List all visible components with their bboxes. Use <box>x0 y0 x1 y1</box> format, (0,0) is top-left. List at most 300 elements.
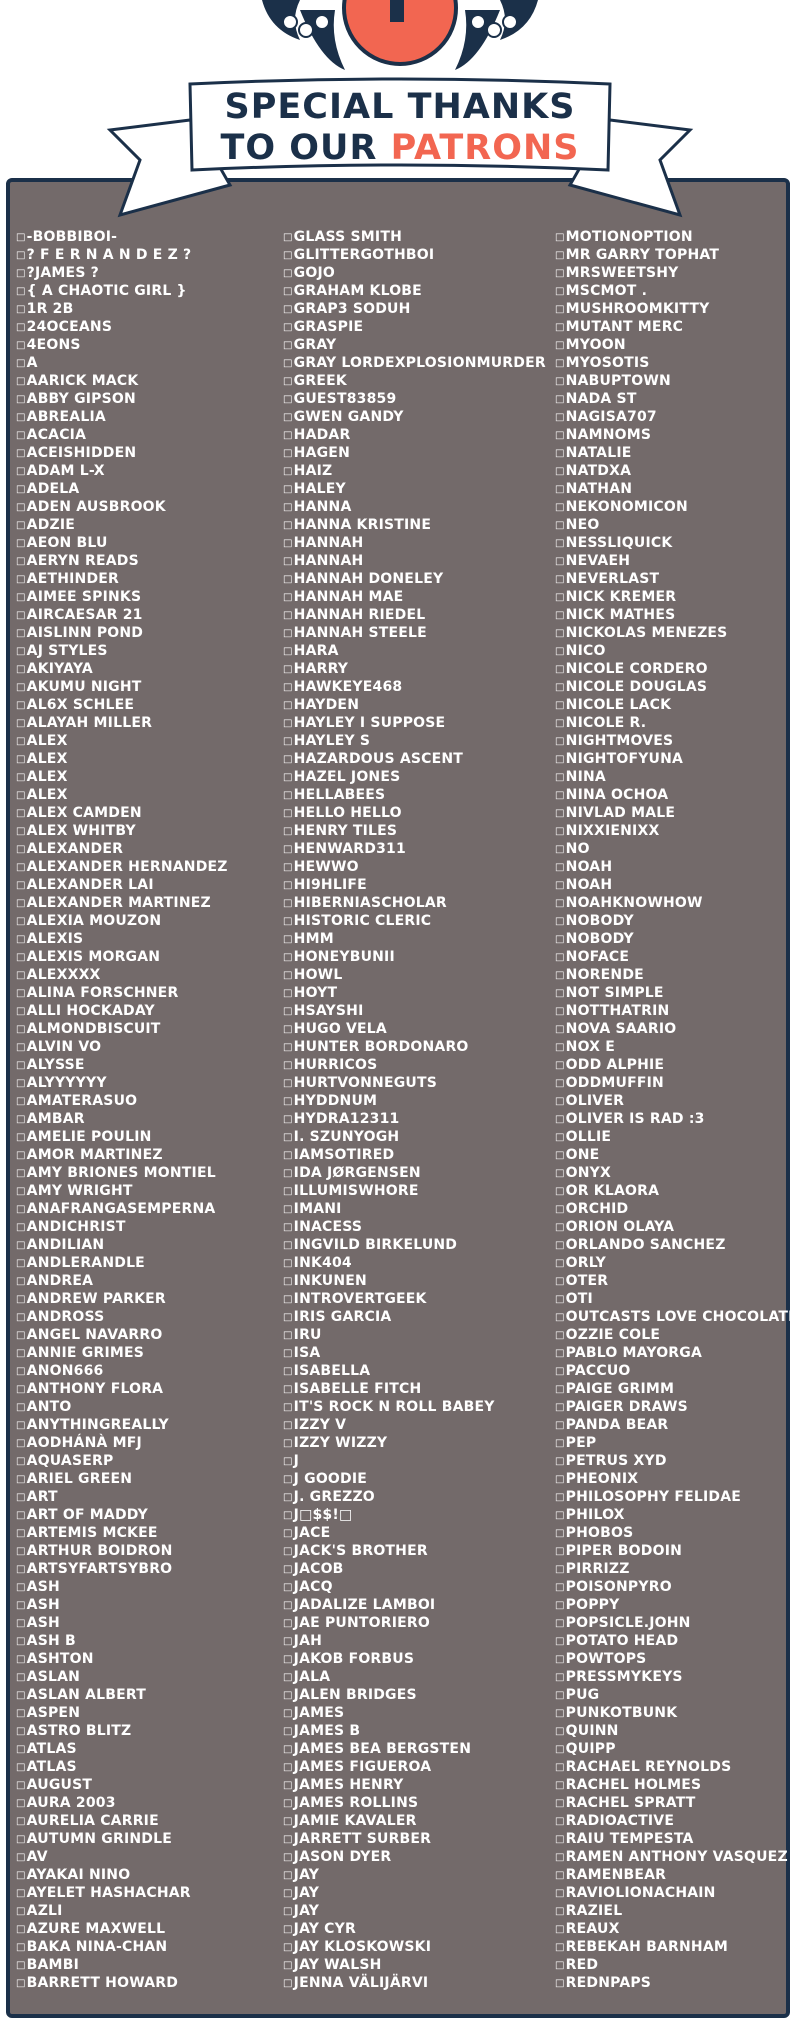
patron-name: □ ARTHUR BOIDRON <box>16 1542 228 1560</box>
patron-name: □ NAMNOMS <box>555 426 798 444</box>
patron-name: □ RAMENBEAR <box>555 1866 798 1884</box>
patron-name: □ NORENDE <box>555 966 798 984</box>
patron-name: □ MOTIONOPTION <box>555 228 798 246</box>
patron-name: □ ONE <box>555 1146 798 1164</box>
patron-name: □ JAKOB FORBUS <box>283 1650 546 1668</box>
patron-name: □ ALEX <box>16 732 228 750</box>
patron-name: □ ASH <box>16 1578 228 1596</box>
patron-name: □ NIVLAD MALE <box>555 804 798 822</box>
patron-name: □ NATALIE <box>555 444 798 462</box>
patron-name: □ J. GREZZO <box>283 1488 546 1506</box>
patron-name: □ NOBODY <box>555 912 798 930</box>
patron-name: □ REDNPAPS <box>555 1974 798 1992</box>
patron-name: □ NINA <box>555 768 798 786</box>
patron-name: □ ALEX <box>16 768 228 786</box>
patron-name: □ HANNAH STEELE <box>283 624 546 642</box>
patron-name: □ GRAY <box>283 336 546 354</box>
patron-name: □ HURRICOS <box>283 1056 546 1074</box>
patron-name: □ HANNAH <box>283 534 546 552</box>
patron-name: □ ALMONDBISCUIT <box>16 1020 228 1038</box>
patron-name: □ ARTSYFARTSYBRO <box>16 1560 228 1578</box>
patron-column-1 <box>16 228 228 1992</box>
patron-name: □ ALYSSE <box>16 1056 228 1074</box>
patron-name: □ HURTVONNEGUTS <box>283 1074 546 1092</box>
patron-name: □ AERYN READS <box>16 552 228 570</box>
patron-name: □ ILLUMISWHORE <box>283 1182 546 1200</box>
patron-name: □ INK404 <box>283 1254 546 1272</box>
patron-name: □ ALYYYYYY <box>16 1074 228 1092</box>
patron-name: □ HARRY <box>283 660 546 678</box>
patron-name: □ GRAY LORDEXPLOSIONMURDER <box>283 354 546 372</box>
patron-name: □ ALEXIS MORGAN <box>16 948 228 966</box>
patron-name: □ JAH <box>283 1632 546 1650</box>
patron-name: □ JAMES BEA BERGSTEN <box>283 1740 546 1758</box>
patron-name: □ NIXXIENIXX <box>555 822 798 840</box>
patron-name: □ ARTEMIS MCKEE <box>16 1524 228 1542</box>
patron-column-2 <box>283 228 546 1992</box>
patron-name: □ RACHEL SPRATT <box>555 1794 798 1812</box>
patron-name: □ ORION OLAYA <box>555 1218 798 1236</box>
patron-name: □ PAIGE GRIMM <box>555 1380 798 1398</box>
patron-name: □ AIRCAESAR 21 <box>16 606 228 624</box>
patron-name: □ IMANI <box>283 1200 546 1218</box>
patron-name: □ ASH <box>16 1596 228 1614</box>
patron-name: □ IRIS GARCIA <box>283 1308 546 1326</box>
patron-name: □ GREEK <box>283 372 546 390</box>
patron-name: □ JAMES HENRY <box>283 1776 546 1794</box>
patron-name: □ OR KLAORA <box>555 1182 798 1200</box>
patron-name: □ HARA <box>283 642 546 660</box>
patron-name: □ 4EONS <box>16 336 228 354</box>
patron-name: □ NOAHKNOWHOW <box>555 894 798 912</box>
patron-name: □ AURA 2003 <box>16 1794 228 1812</box>
patron-name: □ ODD ALPHIE <box>555 1056 798 1074</box>
patron-name: □ JASON DYER <box>283 1848 546 1866</box>
patron-name: □ JADALIZE LAMBOI <box>283 1596 546 1614</box>
patron-name: □ POISONPYRO <box>555 1578 798 1596</box>
patron-name: □ ANTHONY FLORA <box>16 1380 228 1398</box>
patron-name: □ HENRY TILES <box>283 822 546 840</box>
patron-name: □ OTI <box>555 1290 798 1308</box>
patron-name: □ HAYLEY I SUPPOSE <box>283 714 546 732</box>
patron-name: □ NEVERLAST <box>555 570 798 588</box>
patron-name: □ ANDICHRIST <box>16 1218 228 1236</box>
patron-name: □ ALEXANDER HERNANDEZ <box>16 858 228 876</box>
patron-name: □ NOFACE <box>555 948 798 966</box>
patron-name: □ OTER <box>555 1272 798 1290</box>
patron-name: □ AIMEE SPINKS <box>16 588 228 606</box>
patron-name: □ AQUASERP <box>16 1452 228 1470</box>
patron-name: □ HANNA <box>283 498 546 516</box>
patron-name: □ HOWL <box>283 966 546 984</box>
patron-name: □ ANDROSS <box>16 1308 228 1326</box>
logo-emblem <box>262 0 538 70</box>
patron-name: □ PHILOSOPHY FELIDAE <box>555 1488 798 1506</box>
patron-name: □ AETHINDER <box>16 570 228 588</box>
patron-name: □ JAMES <box>283 1704 546 1722</box>
patron-name: □ ASH <box>16 1614 228 1632</box>
patron-name: □ HADAR <box>283 426 546 444</box>
patron-name: □ JALA <box>283 1668 546 1686</box>
patron-name: □ POPSICLE.JOHN <box>555 1614 798 1632</box>
patron-name: □ JAE PUNTORIERO <box>283 1614 546 1632</box>
patron-name: □ AKUMU NIGHT <box>16 678 228 696</box>
patron-name: □ ALEXIA MOUZON <box>16 912 228 930</box>
patron-name: □ ASTRO BLITZ <box>16 1722 228 1740</box>
patron-name: □ AJ STYLES <box>16 642 228 660</box>
patron-name: □ AMATERASUO <box>16 1092 228 1110</box>
patron-name: □ ASH B <box>16 1632 228 1650</box>
patron-name: □ ADZIE <box>16 516 228 534</box>
patron-name: □ GRASPIE <box>283 318 546 336</box>
patron-name: □ MYOON <box>555 336 798 354</box>
patron-name: □ HONEYBUNII <box>283 948 546 966</box>
patron-name: □ ALVIN VO <box>16 1038 228 1056</box>
patron-name: □ ORLY <box>555 1254 798 1272</box>
patron-name: □ ART <box>16 1488 228 1506</box>
patron-name: □ HI9HLIFE <box>283 876 546 894</box>
patron-name: □ JAY WALSH <box>283 1956 546 1974</box>
patron-name: □ ATLAS <box>16 1740 228 1758</box>
patron-name: □ I. SZUNYOGH <box>283 1128 546 1146</box>
patron-name: □ AUTUMN GRINDLE <box>16 1830 228 1848</box>
patron-name: □ IZZY V <box>283 1416 546 1434</box>
patron-name: □ JAMES ROLLINS <box>283 1794 546 1812</box>
patron-name: □ J GOODIE <box>283 1470 546 1488</box>
patron-name: □ AL6X SCHLEE <box>16 696 228 714</box>
patron-name: □ ABREALIA <box>16 408 228 426</box>
patron-name: □ ADEN AUSBROOK <box>16 498 228 516</box>
patron-name: □ HAZEL JONES <box>283 768 546 786</box>
patron-name: □ ANTO <box>16 1398 228 1416</box>
patron-name: □ RAZIEL <box>555 1902 798 1920</box>
patron-name: □ NINA OCHOA <box>555 786 798 804</box>
patron-name: □ INACESS <box>283 1218 546 1236</box>
patron-name: □ MUSHROOMKITTY <box>555 300 798 318</box>
patron-name: □ HEWWO <box>283 858 546 876</box>
patron-name: □ BARRETT HOWARD <box>16 1974 228 1992</box>
patron-name: □ ALEX WHITBY <box>16 822 228 840</box>
patron-name: □ J□$$!□ <box>283 1506 546 1524</box>
patron-name: □ ANGEL NAVARRO <box>16 1326 228 1344</box>
patron-name: □ POWTOPS <box>555 1650 798 1668</box>
patron-name: □ ALEX <box>16 786 228 804</box>
patron-name: □ ANDILIAN <box>16 1236 228 1254</box>
patron-name: □ ANON666 <box>16 1362 228 1380</box>
patron-name: □ BAMBI <box>16 1956 228 1974</box>
patron-name: □ JACOB <box>283 1560 546 1578</box>
patron-name: □ JAMES FIGUEROA <box>283 1758 546 1776</box>
patron-name: □ NICK KREMER <box>555 588 798 606</box>
patron-name: □ ASLAN <box>16 1668 228 1686</box>
patron-name: □ AZURE MAXWELL <box>16 1920 228 1938</box>
patron-name: □ NOT SIMPLE <box>555 984 798 1002</box>
patron-name: □ AMOR MARTINEZ <box>16 1146 228 1164</box>
title-banner <box>0 0 800 240</box>
patron-name: □ NO <box>555 840 798 858</box>
title-line-2 <box>220 128 579 168</box>
patron-name: □ HIBERNIASCHOLAR <box>283 894 546 912</box>
patron-name: □ JALEN BRIDGES <box>283 1686 546 1704</box>
patron-name: □ AMY BRIONES MONTIEL <box>16 1164 228 1182</box>
patron-name: □ HANNAH <box>283 552 546 570</box>
patron-name: □ REAUX <box>555 1920 798 1938</box>
title-line-2-highlight: PATRONS <box>390 128 580 168</box>
patron-name: □ J <box>283 1452 546 1470</box>
patron-name: □ PUNKOTBUNK <box>555 1704 798 1722</box>
patron-name: □ INKUNEN <box>283 1272 546 1290</box>
emblem-mark <box>390 0 404 22</box>
patron-name: □ JAMES B <box>283 1722 546 1740</box>
patron-name: □ ALEXXXX <box>16 966 228 984</box>
patron-name: □ NOAH <box>555 858 798 876</box>
patron-name: □ IAMSOTIRED <box>283 1146 546 1164</box>
patron-name: □ ISA <box>283 1344 546 1362</box>
patron-name: □ RAMEN ANTHONY VASQUEZ <box>555 1848 798 1866</box>
patron-name: □ ALEX <box>16 750 228 768</box>
patron-name: □ ADAM L-X <box>16 462 228 480</box>
patron-name: □ -BOBBIBOI- <box>16 228 228 246</box>
patron-name: □ PHEONIX <box>555 1470 798 1488</box>
patron-name: □ JAY <box>283 1866 546 1884</box>
patron-name: □ HAIZ <box>283 462 546 480</box>
patron-name: □ HALEY <box>283 480 546 498</box>
patron-name: □ JAY <box>283 1902 546 1920</box>
patron-name: □ ANAFRANGASEMPERNA <box>16 1200 228 1218</box>
patron-name: □ POPPY <box>555 1596 798 1614</box>
patron-name: □ ANDREA <box>16 1272 228 1290</box>
patron-name: □ GRAP3 SODUH <box>283 300 546 318</box>
patron-name: □ NATDXA <box>555 462 798 480</box>
patron-name: □ PACCUO <box>555 1362 798 1380</box>
patron-name: □ NICOLE R. <box>555 714 798 732</box>
patron-name: □ HISTORIC CLERIC <box>283 912 546 930</box>
patron-name: □ PHILOX <box>555 1506 798 1524</box>
patron-name: □ NADA ST <box>555 390 798 408</box>
patron-name: □ GLASS SMITH <box>283 228 546 246</box>
patron-name: □ IDA JØRGENSEN <box>283 1164 546 1182</box>
patron-name: □ JACQ <box>283 1578 546 1596</box>
patron-name: □ AMELIE POULIN <box>16 1128 228 1146</box>
patron-name: □ HSAYSHI <box>283 1002 546 1020</box>
patron-name: □ PRESSMYKEYS <box>555 1668 798 1686</box>
patron-name: □ PABLO MAYORGA <box>555 1344 798 1362</box>
patron-name: □ AUGUST <box>16 1776 228 1794</box>
patron-name: □ ? F E R N A N D E Z ? <box>16 246 228 264</box>
patron-name: □ AODHÁNÀ MFJ <box>16 1434 228 1452</box>
patron-name: □ GRAHAM KLOBE <box>283 282 546 300</box>
patron-name: □ REBEKAH BARNHAM <box>555 1938 798 1956</box>
patron-name: □ GOJO <box>283 264 546 282</box>
patron-name: □ JACK'S BROTHER <box>283 1542 546 1560</box>
patron-name: □ HYDDNUM <box>283 1092 546 1110</box>
patron-name: □ NABUPTOWN <box>555 372 798 390</box>
patron-name: □ ALAYAH MILLER <box>16 714 228 732</box>
patron-name: □ PEP <box>555 1434 798 1452</box>
patron-name: □ JENNA VÄLIJÄRVI <box>283 1974 546 1992</box>
patron-name: □ 1R 2B <box>16 300 228 318</box>
patron-name: □ ORLANDO SANCHEZ <box>555 1236 798 1254</box>
patron-name: □ HYDRA12311 <box>283 1110 546 1128</box>
patron-name: □ ALLI HOCKADAY <box>16 1002 228 1020</box>
patron-name: □ HENWARD311 <box>283 840 546 858</box>
patron-name: □ PHOBOS <box>555 1524 798 1542</box>
patron-name: □ MRSWEETSHY <box>555 264 798 282</box>
patron-name: □ HUGO VELA <box>283 1020 546 1038</box>
patron-name: □ PANDA BEAR <box>555 1416 798 1434</box>
patron-name: □ ABBY GIPSON <box>16 390 228 408</box>
patron-name: □ NEVAEH <box>555 552 798 570</box>
patron-name: □ HAYDEN <box>283 696 546 714</box>
patron-name: □ NAGISA707 <box>555 408 798 426</box>
patron-name: □ RADIOACTIVE <box>555 1812 798 1830</box>
patron-name: □ NOX E <box>555 1038 798 1056</box>
patron-name: □ ORCHID <box>555 1200 798 1218</box>
patron-name: □ { A CHAOTIC GIRL } <box>16 282 228 300</box>
patron-name: □ IRU <box>283 1326 546 1344</box>
patron-name: □ NIGHTMOVES <box>555 732 798 750</box>
patron-name: □ OZZIE COLE <box>555 1326 798 1344</box>
patron-name: □ ARIEL GREEN <box>16 1470 228 1488</box>
patron-name: □ HANNA KRISTINE <box>283 516 546 534</box>
patron-name: □ NOBODY <box>555 930 798 948</box>
patron-name: □ A <box>16 354 228 372</box>
patron-name: □ ASLAN ALBERT <box>16 1686 228 1704</box>
patron-name: □ INGVILD BIRKELUND <box>283 1236 546 1254</box>
patron-name: □ ALEXANDER MARTINEZ <box>16 894 228 912</box>
patron-name: □ NOTTHATRIN <box>555 1002 798 1020</box>
patron-name: □ GLITTERGOTHBOI <box>283 246 546 264</box>
patron-name: □ AMY WRIGHT <box>16 1182 228 1200</box>
patron-name: □ OUTCASTS LOVE CHOCOLATE <box>555 1308 798 1326</box>
patron-name: □ JARRETT SURBER <box>283 1830 546 1848</box>
patron-name: □ AYELET HASHACHAR <box>16 1884 228 1902</box>
patron-name: □ RED <box>555 1956 798 1974</box>
patron-name: □ MSCMOT . <box>555 282 798 300</box>
patron-column-3 <box>555 228 798 1992</box>
patron-name: □ NEO <box>555 516 798 534</box>
patron-name: □ AV <box>16 1848 228 1866</box>
patron-name: □ ATLAS <box>16 1758 228 1776</box>
title-line-2-prefix: TO OUR <box>220 128 391 168</box>
patron-name: □ NESSLIQUICK <box>555 534 798 552</box>
patron-name: □ ALEXIS <box>16 930 228 948</box>
patron-name: □ GUEST83859 <box>283 390 546 408</box>
patron-name: □ AZLI <box>16 1902 228 1920</box>
patron-name: □ HUNTER BORDONARO <box>283 1038 546 1056</box>
patron-name: □ ALEX CAMDEN <box>16 804 228 822</box>
patron-name: □ MR GARRY TOPHAT <box>555 246 798 264</box>
patron-name: □ ONYX <box>555 1164 798 1182</box>
title-line-1: SPECIAL THANKS <box>224 87 576 127</box>
patron-name: □ NICOLE CORDERO <box>555 660 798 678</box>
patron-name: □ NICOLE DOUGLAS <box>555 678 798 696</box>
patron-name: □ ALINA FORSCHNER <box>16 984 228 1002</box>
patron-name: □ AMBAR <box>16 1110 228 1128</box>
patron-name: □ AYAKAI NINO <box>16 1866 228 1884</box>
patron-name: □ AISLINN POND <box>16 624 228 642</box>
patron-name: □ HELLO HELLO <box>283 804 546 822</box>
patron-name: □ NOAH <box>555 876 798 894</box>
patron-name: □ JAMIE KAVALER <box>283 1812 546 1830</box>
patron-name: □ AARICK MACK <box>16 372 228 390</box>
patron-name: □ GWEN GANDY <box>283 408 546 426</box>
patron-name: □ PUG <box>555 1686 798 1704</box>
patron-name: □ RAVIOLIONACHAIN <box>555 1884 798 1902</box>
patron-name: □ IZZY WIZZY <box>283 1434 546 1452</box>
patron-name: □ HAZARDOUS ASCENT <box>283 750 546 768</box>
patron-name: □ MYOSOTIS <box>555 354 798 372</box>
patron-name: □ NICK MATHES <box>555 606 798 624</box>
patron-name: □ HAWKEYE468 <box>283 678 546 696</box>
patron-name: □ NOVA SAARIO <box>555 1020 798 1038</box>
patron-name: □ OLLIE <box>555 1128 798 1146</box>
patron-name: □ PETRUS XYD <box>555 1452 798 1470</box>
patron-name: □ ASHTON <box>16 1650 228 1668</box>
patron-name: □ AEON BLU <box>16 534 228 552</box>
patron-name: □ ASPEN <box>16 1704 228 1722</box>
patron-name: □ 24OCEANS <box>16 318 228 336</box>
patron-name: □ HMM <box>283 930 546 948</box>
patron-name: □ BAKA NINA-CHAN <box>16 1938 228 1956</box>
patron-name: □ ANYTHINGREALLY <box>16 1416 228 1434</box>
patron-name: □ ADELA <box>16 480 228 498</box>
patron-name: □ ALEXANDER <box>16 840 228 858</box>
patron-name: □ ANNIE GRIMES <box>16 1344 228 1362</box>
patron-name: □ RAIU TEMPESTA <box>555 1830 798 1848</box>
patron-name: □ OLIVER <box>555 1092 798 1110</box>
patron-name: □ RACHEL HOLMES <box>555 1776 798 1794</box>
patron-name: □ PIPER BODOIN <box>555 1542 798 1560</box>
patron-name: □ NATHAN <box>555 480 798 498</box>
patron-name: □ HAGEN <box>283 444 546 462</box>
patron-name: □ NEKONOMICON <box>555 498 798 516</box>
patron-name: □ ANDREW PARKER <box>16 1290 228 1308</box>
patron-name: □ ALEXANDER LAI <box>16 876 228 894</box>
patron-name: □ IT'S ROCK N ROLL BABEY <box>283 1398 546 1416</box>
patron-name: □ JAY <box>283 1884 546 1902</box>
patron-name: □ NICOLE LACK <box>555 696 798 714</box>
patron-name: □ INTROVERTGEEK <box>283 1290 546 1308</box>
patron-name: □ JAY CYR <box>283 1920 546 1938</box>
patron-name: □ MUTANT MERC <box>555 318 798 336</box>
patron-name: □ HAYLEY S <box>283 732 546 750</box>
patron-name: □ HANNAH MAE <box>283 588 546 606</box>
patron-name: □ ACEISHIDDEN <box>16 444 228 462</box>
patron-name: □ AURELIA CARRIE <box>16 1812 228 1830</box>
patron-name: □ JACE <box>283 1524 546 1542</box>
patron-name: □ ?JAMES ? <box>16 264 228 282</box>
patron-name: □ NICKOLAS MENEZES <box>555 624 798 642</box>
patron-name: □ OLIVER IS RAD :3 <box>555 1110 798 1128</box>
patron-name: □ NIGHTOFYUNA <box>555 750 798 768</box>
patron-name: □ ISABELLA <box>283 1362 546 1380</box>
patron-name: □ PIRRIZZ <box>555 1560 798 1578</box>
patron-name: □ ACACIA <box>16 426 228 444</box>
patron-name: □ JAY KLOSKOWSKI <box>283 1938 546 1956</box>
patron-name: □ AKIYAYA <box>16 660 228 678</box>
patron-name: □ POTATO HEAD <box>555 1632 798 1650</box>
patron-name: □ QUIPP <box>555 1740 798 1758</box>
patron-name: □ ART OF MADDY <box>16 1506 228 1524</box>
patron-name: □ HELLABEES <box>283 786 546 804</box>
patron-name: □ QUINN <box>555 1722 798 1740</box>
patron-name: □ HANNAH RIEDEL <box>283 606 546 624</box>
patron-name: □ RACHAEL REYNOLDS <box>555 1758 798 1776</box>
patron-name: □ HOYT <box>283 984 546 1002</box>
patron-name: □ ANDLERANDLE <box>16 1254 228 1272</box>
patron-name: □ ODDMUFFIN <box>555 1074 798 1092</box>
